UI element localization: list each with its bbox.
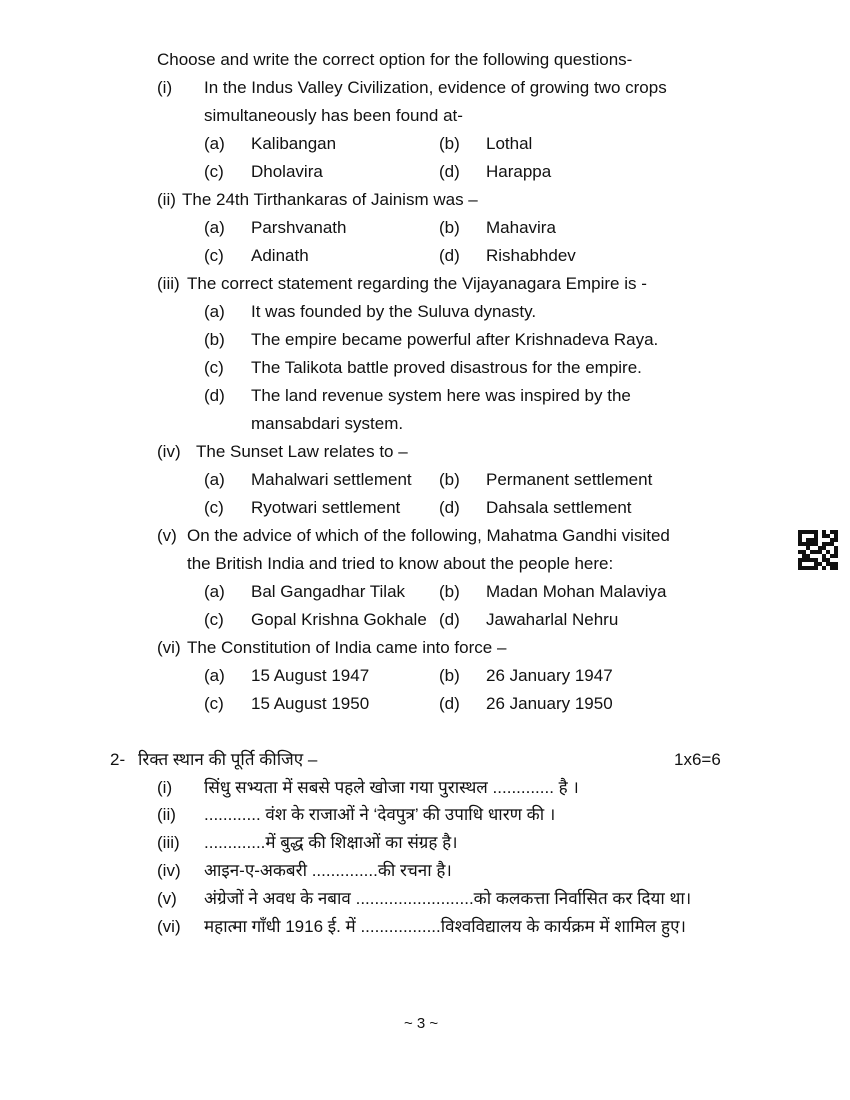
option-text: Mahalwari settlement [251, 470, 412, 489]
fill-item-number: (iii) [157, 833, 180, 852]
question-1-text: In the Indus Valley Civilization, evidence of growing two crops [204, 78, 667, 97]
option-label: (d) [439, 246, 460, 265]
option-text: Mahavira [486, 218, 556, 237]
option-text: Jawaharlal Nehru [486, 610, 619, 629]
option-text: The land revenue system here was inspired by the [251, 386, 631, 405]
fill-item-number: (i) [157, 778, 173, 797]
option-label: (b) [204, 330, 225, 349]
option-text: Gopal Krishna Gokhale [251, 610, 427, 629]
option-label: (d) [204, 386, 225, 405]
question-6-number: (vi) [157, 638, 181, 657]
option-text: Ryotwari settlement [251, 498, 401, 517]
option-label: (b) [439, 218, 460, 237]
question-2-text: The 24th Tirthankaras of Jainism was – [182, 190, 478, 209]
option-text: Adinath [251, 246, 309, 265]
option-text: Dholavira [251, 162, 323, 181]
option-text: Bal Gangadhar Tilak [251, 582, 406, 601]
option-label: (d) [439, 162, 460, 181]
option-label: (c) [204, 610, 224, 629]
option-label: (b) [439, 134, 460, 153]
section2-heading: रिक्त स्थान की पूर्ति कीजिए – [138, 750, 318, 769]
fill-item-number: (v) [157, 889, 177, 908]
option-text: 15 August 1950 [251, 694, 370, 713]
question-1-number: (i) [157, 78, 173, 97]
option-text: Dahsala settlement [486, 498, 632, 517]
fill-item-text: अंग्रेजों ने अवध के नबाव .........................को कलकत्ता निर्वासित कर दिया था। [204, 889, 692, 908]
option-label: (c) [204, 358, 224, 377]
fill-item-text: ............ वंश के राजाओं ने ‘देवपुत्र’ की उपाधि धारण की । [204, 805, 556, 824]
option-text: Permanent settlement [486, 470, 653, 489]
option-text: 26 January 1950 [486, 694, 613, 713]
question-1-text-cont: simultaneously has been found at- [204, 106, 463, 125]
option-label: (b) [439, 666, 460, 685]
fill-item-text: महात्मा गाँधी 1916 ई. में .................विश्वविद्यालय के कार्यक्रम में शामिल हुए। [204, 917, 686, 936]
question-5-text: On the advice of which of the following, Mahatma Gandhi visited [187, 526, 670, 545]
option-text: Harappa [486, 162, 552, 181]
option-label: (d) [439, 694, 460, 713]
question-5-number: (v) [157, 526, 177, 545]
option-label: (a) [204, 218, 225, 237]
option-label: (a) [204, 666, 225, 685]
fill-item-text: सिंधु सभ्यता में सबसे पहले खोजा गया पुरास्थल ............. है । [204, 778, 579, 797]
option-text: Parshvanath [251, 218, 347, 237]
fill-item-number: (iv) [157, 861, 181, 880]
option-label: (a) [204, 302, 225, 321]
question-2-number: (ii) [157, 190, 176, 209]
option-text: Madan Mohan Malaviya [486, 582, 667, 601]
fill-item-text: .............में बुद्ध की शिक्षाओं का संग्रह है। [204, 833, 458, 852]
section2-marks: 1x6=6 [674, 750, 721, 769]
option-text: 15 August 1947 [251, 666, 370, 685]
question-4-number: (iv) [157, 442, 181, 461]
option-label: (d) [439, 610, 460, 629]
option-label: (c) [204, 694, 224, 713]
question-5-text-cont: the British India and tried to know about the people here: [187, 554, 614, 573]
option-label: (d) [439, 498, 460, 517]
section2-number: 2- [110, 750, 126, 769]
question-3-number: (iii) [157, 274, 180, 293]
fill-item-number: (vi) [157, 917, 181, 936]
option-text-cont: mansabdari system. [251, 414, 404, 433]
option-text: The empire became powerful after Krishnadeva Raya. [251, 330, 659, 349]
option-label: (c) [204, 162, 224, 181]
option-text: Kalibangan [251, 134, 337, 153]
option-label: (a) [204, 134, 225, 153]
option-label: (a) [204, 582, 225, 601]
fill-item-number: (ii) [157, 805, 176, 824]
qr-code-icon [798, 530, 838, 570]
option-text: It was founded by the Suluva dynasty. [251, 302, 537, 321]
page-number: ~ 3 ~ [404, 1015, 439, 1032]
option-label: (b) [439, 470, 460, 489]
option-text: Rishabhdev [486, 246, 576, 265]
option-label: (c) [204, 246, 224, 265]
option-text: 26 January 1947 [486, 666, 613, 685]
option-label: (a) [204, 470, 225, 489]
option-label: (b) [439, 582, 460, 601]
question-3-text: The correct statement regarding the Vijayanagara Empire is - [187, 274, 647, 293]
section1-instruction: Choose and write the correct option for the following questions- [157, 50, 633, 69]
option-label: (c) [204, 498, 224, 517]
fill-item-text: आइन-ए-अकबरी ..............की रचना है। [204, 861, 452, 880]
option-text: Lothal [486, 134, 533, 153]
question-6-text: The Constitution of India came into force – [187, 638, 507, 657]
question-4-text: The Sunset Law relates to – [196, 442, 408, 461]
option-text: The Talikota battle proved disastrous for the empire. [251, 358, 642, 377]
